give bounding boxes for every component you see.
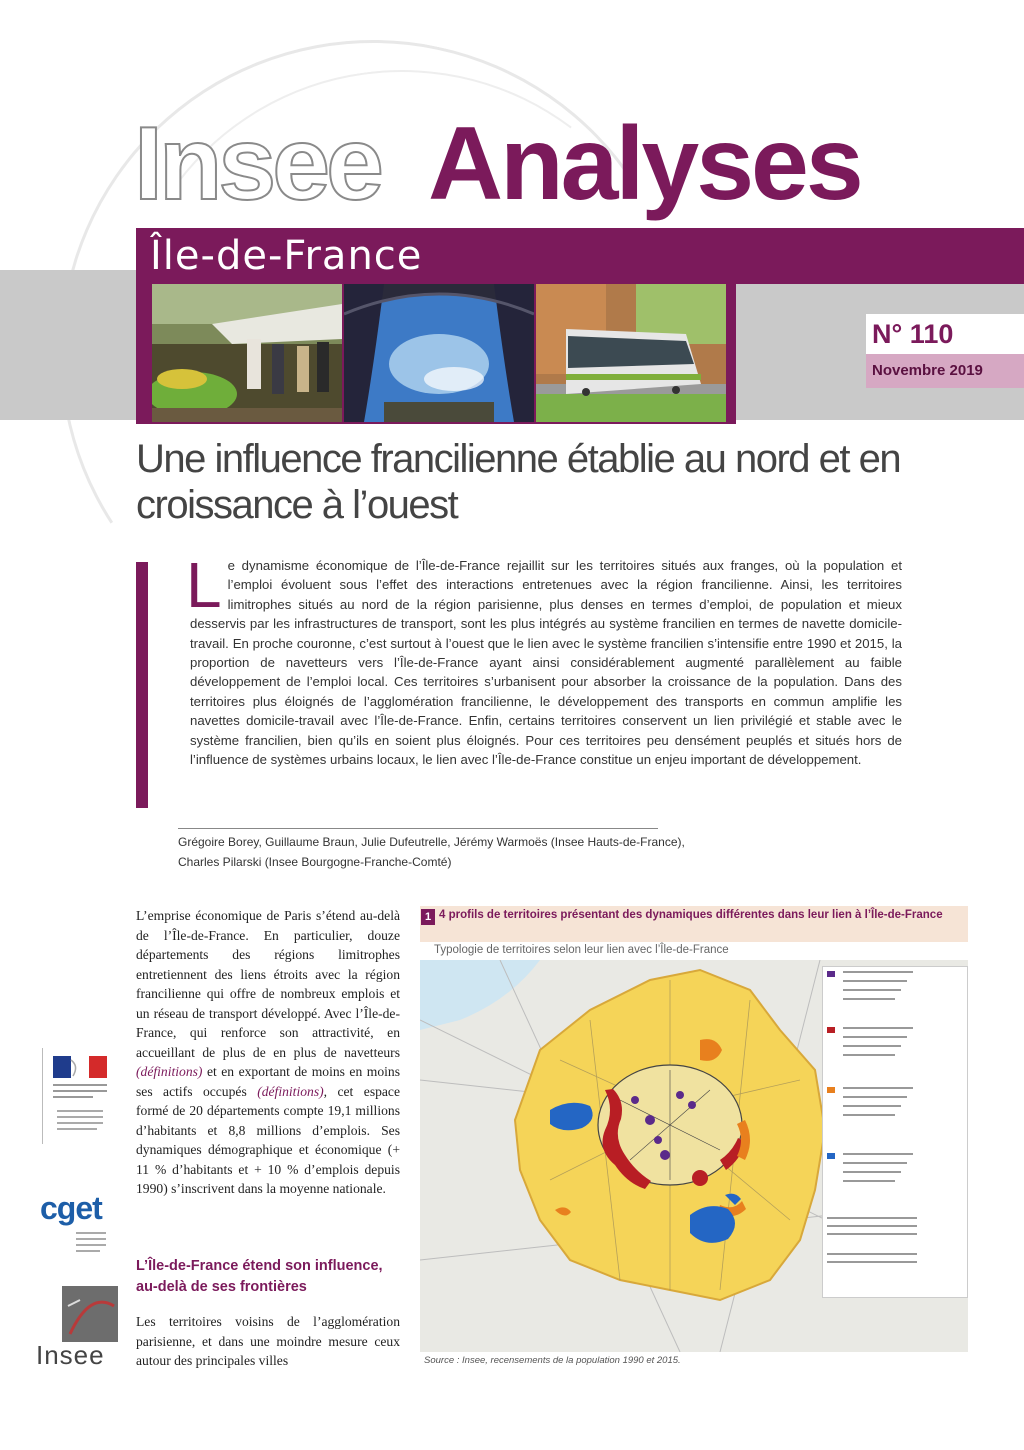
abstract-text: e dynamisme économique de l’Île-de-France rejaillit sur les territoires situés aux franges, où la population et l’emploi évoluent sous l’effet des interactions entretenues avec la région francilienne. Ainsi, les territoires limitrophes situés au nord de la région parisienne, plus denses en termes d’emploi, de population et mieux desservis par les infrastructures de transport, sont les plus intégrés au système francilien en termes de navette domicile-travail. En proche couronne, c’est surtout à l’ouest que le lien avec le système francilien s’intensifie entre 1990 et 2015, la proportion de navetteurs vers l’Île-de-France ayant ainsi considérablement augmenté parallèlement au faible développement de l’emploi local. Ces territoires s’urbanisent pour absorber la croissance de la population. Dans des territoires plus éloignés de l’agglomération francilienne, le développement des transports en commun amplifie les navettes domicile-travail avec l’Île-de-France. Enfin, certains territoires conservent un lien privilégié et stable avec le système francilien, bien qu’ils en soient plus éloignés. Pour ces territoires peu densément peuplés et situés hors de l’influence de systèmes urbains locaux, le lien avec l’Île-de-France constitue un enjeu important de développement.	[190, 558, 902, 768]
legend-text-line	[843, 1180, 895, 1182]
map-legend	[822, 966, 968, 1298]
legend-text-line	[843, 1087, 913, 1089]
legend-text-line	[843, 1171, 901, 1173]
abstract	[186, 549, 902, 769]
cget-subtext	[76, 1230, 112, 1260]
legend-text-line	[827, 1233, 917, 1235]
legend-swatch	[827, 1027, 835, 1033]
legend-text-line	[843, 980, 907, 982]
legend-text-line	[843, 1096, 907, 1098]
legend-text-line	[827, 1217, 917, 1219]
authors-line-2: Charles Pilarski (Insee Bourgogne-Franche-Comté)	[178, 855, 452, 869]
figure-subtitle: Typologie de territoires selon leur lien avec l’Île-de-France	[434, 944, 729, 956]
authors-line-1: Grégoire Borey, Guillaume Braun, Julie Dufeutrelle, Jérémy Warmoës (Insee Hauts-de-France),	[178, 835, 685, 849]
legend-text-line	[843, 989, 901, 991]
body-paragraph-2: Les territoires voisins de l’agglomération parisienne, et dans une moindre mesure ceux autour des principales villes	[136, 1314, 400, 1368]
brand-insee: Insee	[134, 106, 380, 222]
republique-francaise-logo	[42, 1048, 119, 1144]
typology-map	[420, 960, 968, 1352]
market-photo	[152, 284, 342, 422]
dropcap: L	[186, 549, 222, 621]
legend-text-line	[843, 998, 895, 1000]
legend-text-line	[843, 971, 913, 973]
body-paragraph-1	[136, 906, 400, 1199]
legend-swatch	[827, 971, 835, 977]
figure-source: Source : Insee, recensements de la population 1990 et 2015.	[424, 1355, 681, 1366]
legend-text-line	[843, 1054, 895, 1056]
legend-text-line	[827, 1225, 917, 1227]
body-text: L’emprise économique de Paris s’étend au-delà de l’Île-de-France. En particulier, douze départements des régions limitrophes entretiennent des liens étroits avec la région francilienne qui offre de nombreux emplois et un réseau de transport développé. Avec l’Île-de-France, qui renforce son attractivité, en accueillant de plus de en plus de navetteurs	[136, 908, 400, 1060]
tramway-photo	[536, 284, 726, 422]
legend-text-line	[827, 1253, 917, 1255]
issue-date: Novembre 2019	[872, 362, 983, 379]
region-name: Île-de-France	[150, 233, 423, 279]
insee-logo	[36, 1286, 120, 1376]
legend-swatch	[827, 1153, 835, 1159]
cget-logo: cget	[40, 1190, 102, 1226]
legend-text-line	[843, 1105, 901, 1107]
authors	[178, 832, 818, 872]
definitions-link[interactable]: (définitions)	[257, 1083, 324, 1099]
legend-text-line	[843, 1045, 901, 1047]
legend-text-line	[843, 1036, 907, 1038]
brand-analyses: Analyses	[428, 106, 861, 222]
legend-swatch	[827, 1087, 835, 1093]
figure-title: 4 profils de territoires présentant des dynamiques différentes dans leur lien à l’Île-de-France	[439, 909, 943, 921]
figure-number: 1	[421, 909, 435, 925]
legend-text-line	[827, 1261, 917, 1263]
legend-text-line	[843, 1162, 907, 1164]
body-text: et en exportant de moins en moins ses actifs occupés	[136, 1064, 400, 1099]
abstract-bar	[136, 562, 148, 808]
legend-text-line	[843, 1153, 913, 1155]
definitions-link[interactable]: (définitions)	[136, 1064, 203, 1079]
authors-divider	[178, 828, 658, 829]
article-title: Une influence francilienne établie au nord et en croissance à l’ouest	[136, 437, 901, 527]
eiffel-tower-photo	[344, 284, 534, 422]
legend-text-line	[843, 1114, 895, 1116]
body-text: , cet espace formé de 20 départements compte 19,1 millions d’habitants et 8,8 millions d’emplois. Ses dynamiques démographique et économique (+ 11 % d’habitants et + 10 % d’emplois depuis 1990) s’inscrivent dans la moyenne nationale.	[136, 1083, 401, 1196]
section-heading: L’Île-de-France étend son influence, au-delà de ses frontières	[136, 1258, 383, 1295]
insee-logo-text: Insee	[36, 1340, 105, 1370]
legend-text-line	[843, 1027, 913, 1029]
issue-number: N° 110	[872, 319, 954, 349]
